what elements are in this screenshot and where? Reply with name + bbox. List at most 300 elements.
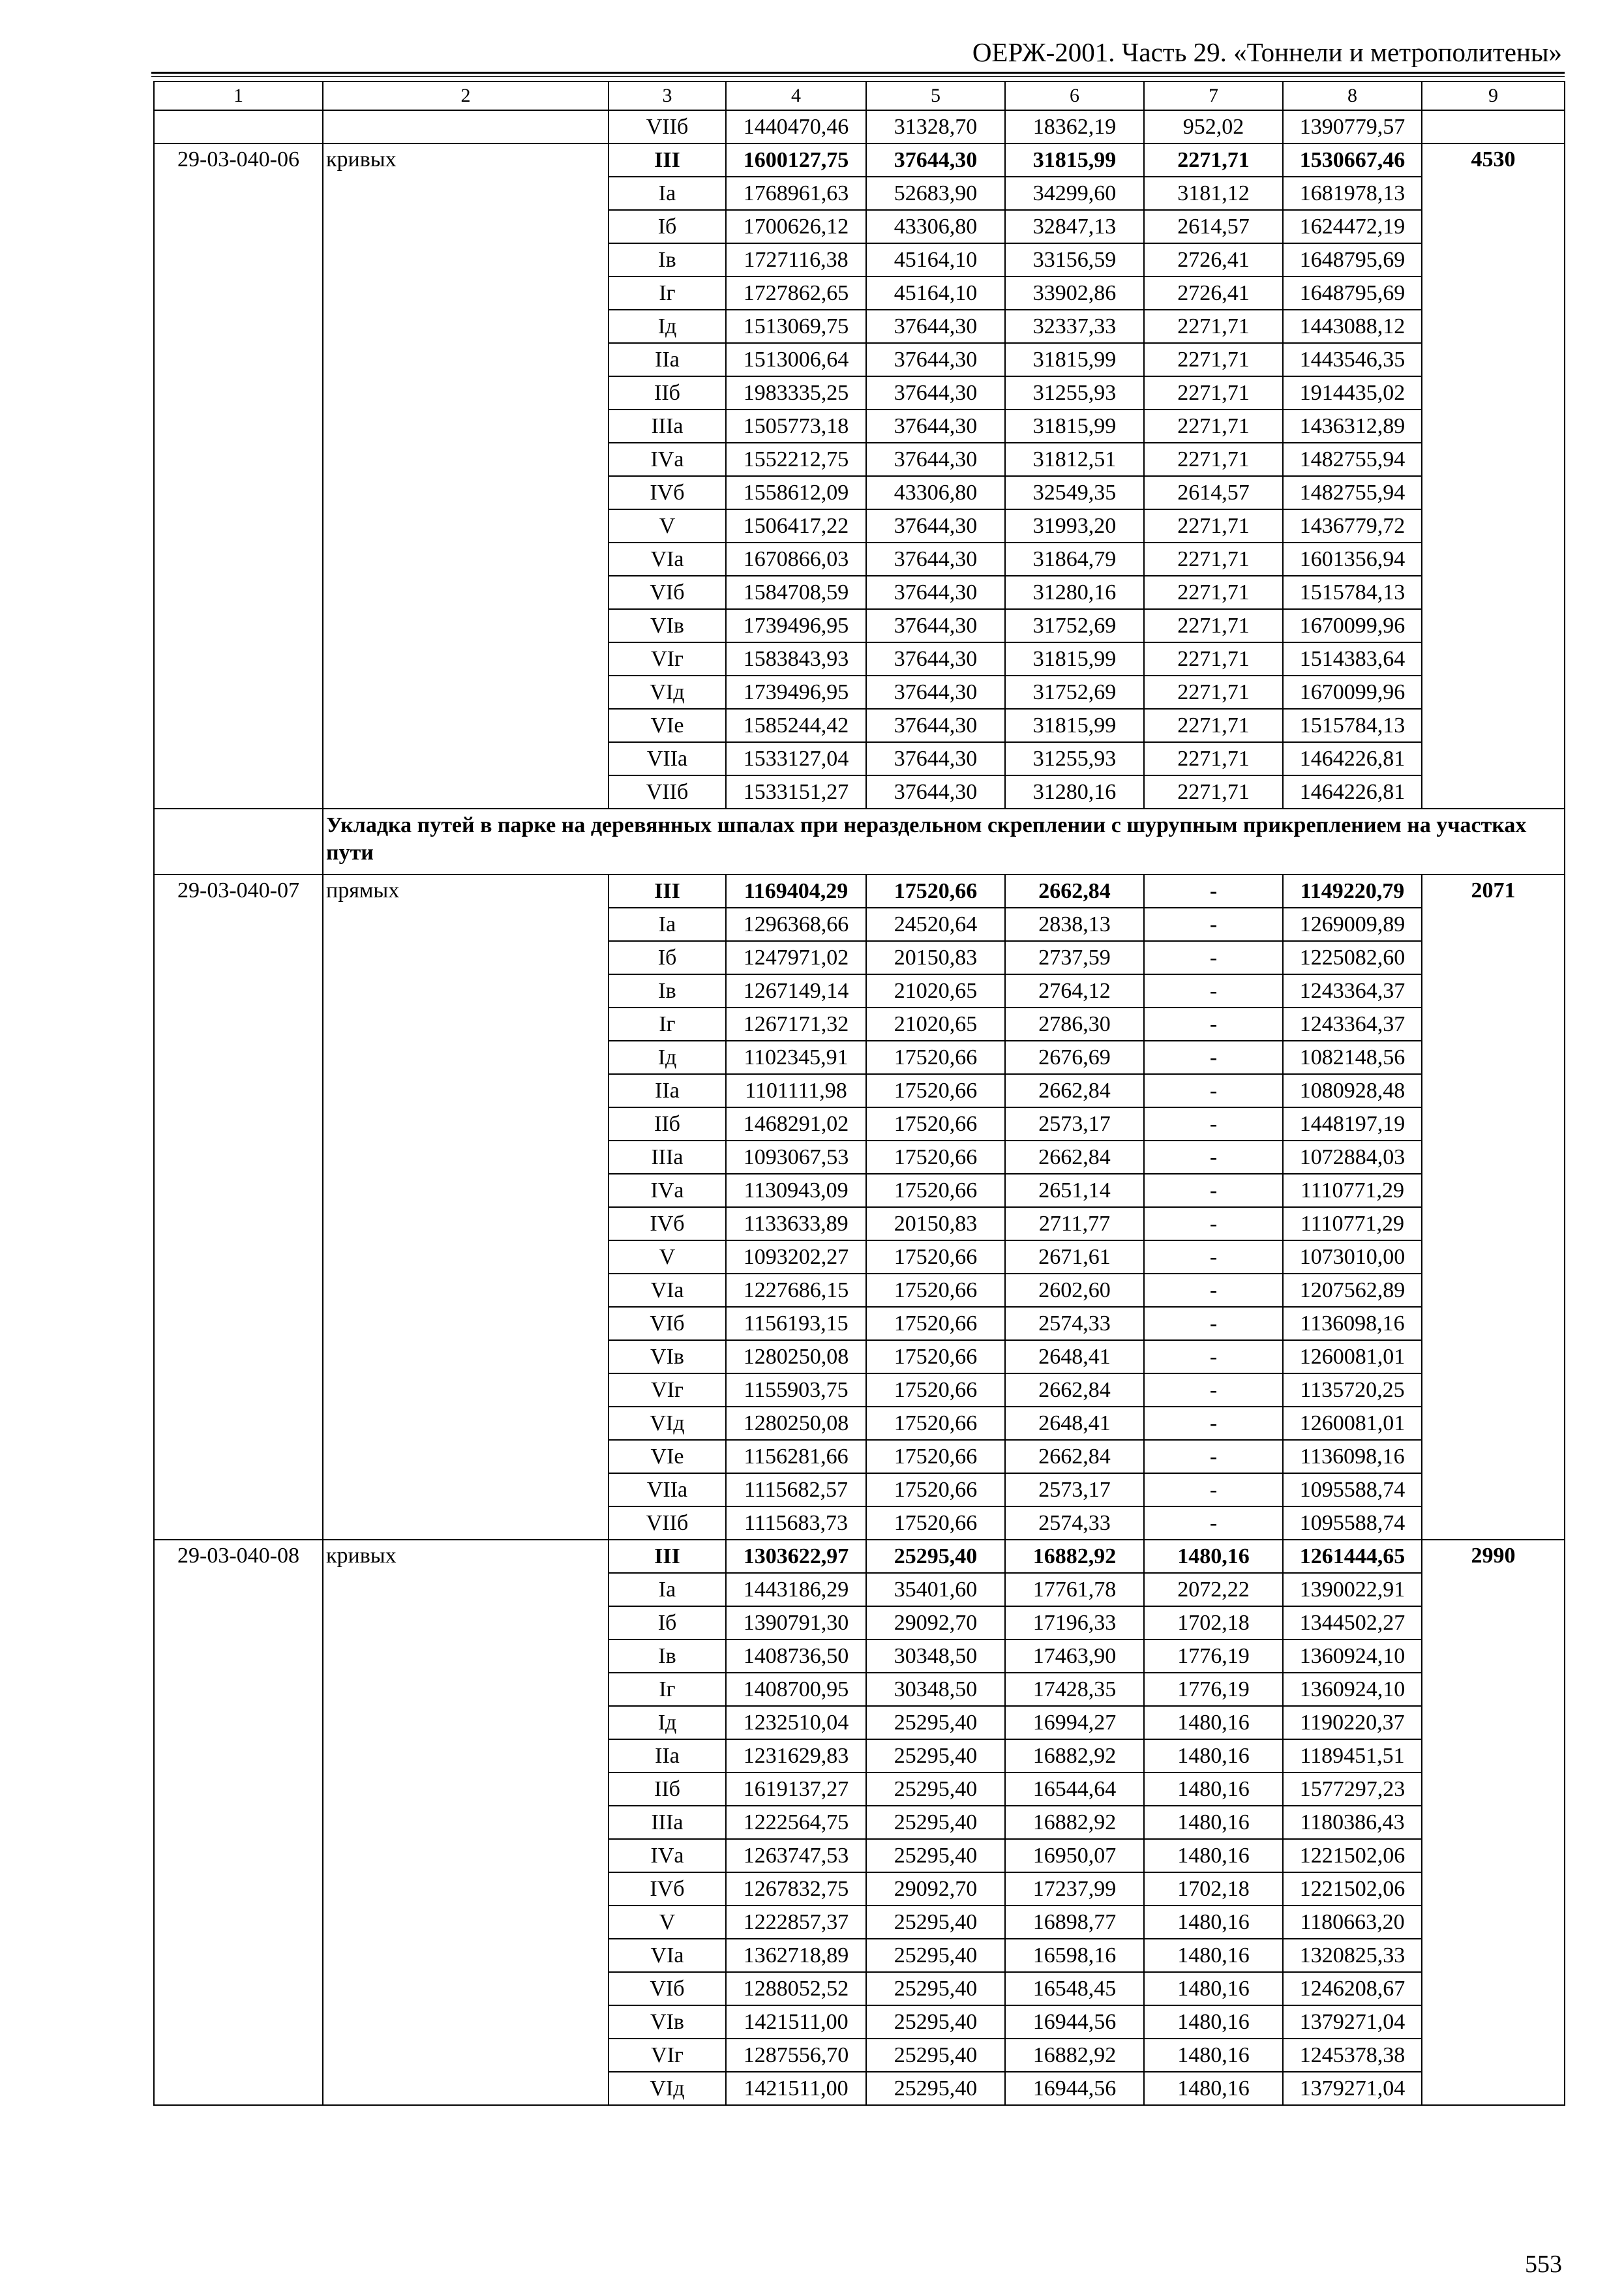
value-cell: 1600127,75	[726, 143, 866, 177]
value-cell: 1072884,03	[1283, 1141, 1422, 1174]
value-cell: 1768961,63	[726, 177, 866, 210]
zone-class: VIIб	[609, 1506, 726, 1540]
zone-class: Iг	[609, 1673, 726, 1706]
value-cell: 1515784,13	[1283, 709, 1422, 742]
value-cell: 31280,16	[1005, 576, 1144, 609]
value-cell: 29092,70	[866, 1872, 1005, 1906]
value-cell: 1739496,95	[726, 609, 866, 642]
table-row	[154, 875, 1565, 908]
value-cell: 1379271,04	[1283, 2005, 1422, 2039]
value-cell: 35401,60	[866, 1573, 1005, 1606]
rate-name: кривых	[323, 1540, 609, 2105]
value-cell: -	[1144, 1373, 1283, 1407]
value-cell: -	[1144, 1473, 1283, 1506]
column-number: 5	[866, 82, 1005, 110]
value-cell: 45164,10	[866, 277, 1005, 310]
table-body	[154, 82, 1565, 2105]
value-cell: 2614,57	[1144, 210, 1283, 243]
value-cell: 1583843,93	[726, 642, 866, 676]
value-cell: 17237,99	[1005, 1872, 1144, 1906]
table-row	[154, 1540, 1565, 1573]
value-cell: 2271,71	[1144, 543, 1283, 576]
value-cell: 2726,41	[1144, 277, 1283, 310]
value-cell: 52683,90	[866, 177, 1005, 210]
value-cell: 17520,66	[866, 1473, 1005, 1506]
value-cell: 31328,70	[866, 110, 1005, 143]
value-cell: 1448197,19	[1283, 1107, 1422, 1141]
value-cell: 1480,16	[1144, 1540, 1283, 1573]
value-cell: 25295,40	[866, 1706, 1005, 1739]
value-cell: 37644,30	[866, 609, 1005, 642]
value-cell: 1280250,08	[726, 1407, 866, 1440]
value-cell: 1245378,38	[1283, 2039, 1422, 2072]
value-cell: 16598,16	[1005, 1939, 1144, 1972]
rate-total: 2071	[1422, 875, 1565, 1540]
value-cell: 1530667,46	[1283, 143, 1422, 177]
value-cell: 32549,35	[1005, 476, 1144, 509]
value-cell: 1232510,04	[726, 1706, 866, 1739]
table-row	[154, 110, 1565, 143]
value-cell: 37644,30	[866, 410, 1005, 443]
value-cell: 1776,19	[1144, 1673, 1283, 1706]
value-cell: 2764,12	[1005, 974, 1144, 1008]
value-cell: -	[1144, 974, 1283, 1008]
value-cell: 25295,40	[866, 1773, 1005, 1806]
value-cell: 43306,80	[866, 476, 1005, 509]
value-cell: 17520,66	[866, 1506, 1005, 1540]
value-cell: 17520,66	[866, 1274, 1005, 1307]
section-title-row	[154, 809, 1565, 875]
value-cell: 1670866,03	[726, 543, 866, 576]
value-cell: 18362,19	[1005, 110, 1144, 143]
value-cell: 1443088,12	[1283, 310, 1422, 343]
zone-class: IIа	[609, 343, 726, 376]
zone-class: V	[609, 509, 726, 543]
value-cell: 37644,30	[866, 576, 1005, 609]
value-cell: -	[1144, 1174, 1283, 1207]
value-cell: 1344502,27	[1283, 1606, 1422, 1639]
value-cell: -	[1144, 1340, 1283, 1373]
rate-name: кривых	[323, 143, 609, 809]
zone-class: V	[609, 1906, 726, 1939]
value-cell: 1480,16	[1144, 1739, 1283, 1773]
value-cell: 31993,20	[1005, 509, 1144, 543]
value-cell: 1670099,96	[1283, 676, 1422, 709]
value-cell: 2648,41	[1005, 1407, 1144, 1440]
value-cell: 1482755,94	[1283, 476, 1422, 509]
value-cell: 1480,16	[1144, 2072, 1283, 2105]
value-cell: 17520,66	[866, 1107, 1005, 1141]
value-cell: 952,02	[1144, 110, 1283, 143]
value-cell: 1115683,73	[726, 1506, 866, 1540]
value-cell: 1468291,02	[726, 1107, 866, 1141]
zone-class: Iб	[609, 1606, 726, 1639]
value-cell: 1080928,48	[1283, 1074, 1422, 1107]
value-cell: 1110771,29	[1283, 1174, 1422, 1207]
value-cell: 1102345,91	[726, 1041, 866, 1074]
value-cell: 1513069,75	[726, 310, 866, 343]
value-cell: 1135720,25	[1283, 1373, 1422, 1407]
zone-class: VIб	[609, 1307, 726, 1340]
zone-class: Iд	[609, 1706, 726, 1739]
rate-total: 2990	[1422, 1540, 1565, 2105]
value-cell: 16994,27	[1005, 1706, 1144, 1739]
zone-class: III	[609, 1540, 726, 1573]
value-cell: 2676,69	[1005, 1041, 1144, 1074]
zone-class: VIIа	[609, 742, 726, 775]
value-cell: 1552212,75	[726, 443, 866, 476]
value-cell: 1221502,06	[1283, 1872, 1422, 1906]
value-cell: 2271,71	[1144, 709, 1283, 742]
value-cell: 17520,66	[866, 1174, 1005, 1207]
value-cell: 30348,50	[866, 1673, 1005, 1706]
value-cell: 31255,93	[1005, 376, 1144, 410]
value-cell: 2271,71	[1144, 576, 1283, 609]
value-cell: 1506417,22	[726, 509, 866, 543]
value-cell: 31815,99	[1005, 343, 1144, 376]
value-cell: 1180663,20	[1283, 1906, 1422, 1939]
value-cell: 1243364,37	[1283, 1008, 1422, 1041]
value-cell: 16944,56	[1005, 2005, 1144, 2039]
value-cell: 2271,71	[1144, 343, 1283, 376]
value-cell: 2072,22	[1144, 1573, 1283, 1606]
zone-class: VIе	[609, 709, 726, 742]
value-cell: 1190220,37	[1283, 1706, 1422, 1739]
value-cell: 2726,41	[1144, 243, 1283, 277]
zone-class: Iд	[609, 1041, 726, 1074]
value-cell: 31815,99	[1005, 642, 1144, 676]
value-cell: 1480,16	[1144, 1706, 1283, 1739]
value-cell: 1189451,51	[1283, 1739, 1422, 1773]
value-cell: 16882,92	[1005, 1739, 1144, 1773]
zone-class: Iа	[609, 177, 726, 210]
value-cell: 1288052,52	[726, 1972, 866, 2005]
value-cell: 25295,40	[866, 1839, 1005, 1872]
value-cell: 1480,16	[1144, 1972, 1283, 2005]
zone-class: Iд	[609, 310, 726, 343]
value-cell: 1727862,65	[726, 277, 866, 310]
value-cell: 1533151,27	[726, 775, 866, 809]
value-cell: 2614,57	[1144, 476, 1283, 509]
value-cell: 31812,51	[1005, 443, 1144, 476]
value-cell: -	[1144, 1240, 1283, 1274]
zone-class: IIб	[609, 1773, 726, 1806]
value-cell: 1110771,29	[1283, 1207, 1422, 1240]
value-cell: -	[1144, 1074, 1283, 1107]
value-cell: 16950,07	[1005, 1839, 1144, 1872]
value-cell: 2271,71	[1144, 609, 1283, 642]
value-cell: 17196,33	[1005, 1606, 1144, 1639]
value-cell: 16944,56	[1005, 2072, 1144, 2105]
value-cell: 1505773,18	[726, 410, 866, 443]
value-cell: 2786,30	[1005, 1008, 1144, 1041]
zone-class: Iа	[609, 1573, 726, 1606]
value-cell: 21020,65	[866, 974, 1005, 1008]
value-cell: 1169404,29	[726, 875, 866, 908]
header-rule-thin	[151, 76, 1565, 77]
value-cell: 1514383,64	[1283, 642, 1422, 676]
value-cell: 1648795,69	[1283, 277, 1422, 310]
column-number: 6	[1005, 82, 1144, 110]
value-cell: -	[1144, 875, 1283, 908]
value-cell: 1222857,37	[726, 1906, 866, 1939]
value-cell: 17463,90	[1005, 1639, 1144, 1673]
value-cell: 31815,99	[1005, 410, 1144, 443]
value-cell: 16544,64	[1005, 1773, 1144, 1806]
value-cell: 29092,70	[866, 1606, 1005, 1639]
value-cell: 1601356,94	[1283, 543, 1422, 576]
value-cell: -	[1144, 1307, 1283, 1340]
value-cell: 25295,40	[866, 1939, 1005, 1972]
column-number: 4	[726, 82, 866, 110]
value-cell: 1101111,98	[726, 1074, 866, 1107]
value-cell: -	[1144, 1107, 1283, 1141]
zone-class: V	[609, 1240, 726, 1274]
value-cell: 1303622,97	[726, 1540, 866, 1573]
zone-class: VIд	[609, 1407, 726, 1440]
value-cell: 1480,16	[1144, 1839, 1283, 1872]
value-cell: 2671,61	[1005, 1240, 1144, 1274]
zone-class: IVа	[609, 1839, 726, 1872]
zone-class: III	[609, 875, 726, 908]
value-cell: 1482755,94	[1283, 443, 1422, 476]
column-number: 2	[323, 82, 609, 110]
value-cell: 37644,30	[866, 343, 1005, 376]
value-cell: 1156281,66	[726, 1440, 866, 1473]
value-cell: 16882,92	[1005, 1540, 1144, 1573]
zone-class: IVб	[609, 1872, 726, 1906]
value-cell: 1287556,70	[726, 2039, 866, 2072]
zone-class: VIа	[609, 1274, 726, 1307]
value-cell: 33156,59	[1005, 243, 1144, 277]
value-cell: 1133633,89	[726, 1207, 866, 1240]
zone-class: VIд	[609, 2072, 726, 2105]
value-cell: 1390779,57	[1283, 110, 1422, 143]
value-cell: 1115682,57	[726, 1473, 866, 1506]
value-cell: 2838,13	[1005, 908, 1144, 941]
value-cell: 1464226,81	[1283, 775, 1422, 809]
value-cell: 30348,50	[866, 1639, 1005, 1673]
value-cell: 25295,40	[866, 1540, 1005, 1573]
value-cell: 2574,33	[1005, 1307, 1144, 1340]
value-cell: 1267832,75	[726, 1872, 866, 1906]
value-cell: 2662,84	[1005, 1074, 1144, 1107]
value-cell: 1914435,02	[1283, 376, 1422, 410]
value-cell: 32337,33	[1005, 310, 1144, 343]
value-cell: 25295,40	[866, 1806, 1005, 1839]
value-cell: 1421511,00	[726, 2072, 866, 2105]
value-cell: 1093067,53	[726, 1141, 866, 1174]
value-cell: 1180386,43	[1283, 1806, 1422, 1839]
value-cell: 2648,41	[1005, 1340, 1144, 1373]
rate-name: прямых	[323, 875, 609, 1540]
zone-class: IIа	[609, 1739, 726, 1773]
value-cell: 1136098,16	[1283, 1307, 1422, 1340]
value-cell: 1648795,69	[1283, 243, 1422, 277]
value-cell: 2271,71	[1144, 642, 1283, 676]
value-cell: 1247971,02	[726, 941, 866, 974]
value-cell: -	[1144, 941, 1283, 974]
value-cell: -	[1144, 1440, 1283, 1473]
zone-class: IVа	[609, 443, 726, 476]
value-cell: 17520,66	[866, 1407, 1005, 1440]
value-cell: 37644,30	[866, 742, 1005, 775]
value-cell: 17520,66	[866, 1340, 1005, 1373]
value-cell: 43306,80	[866, 210, 1005, 243]
value-cell: 37644,30	[866, 376, 1005, 410]
column-number: 9	[1422, 82, 1565, 110]
value-cell: 1585244,42	[726, 709, 866, 742]
value-cell: 37644,30	[866, 775, 1005, 809]
value-cell: 1296368,66	[726, 908, 866, 941]
value-cell: -	[1144, 1274, 1283, 1307]
zone-class: Iг	[609, 277, 726, 310]
value-cell: 1390791,30	[726, 1606, 866, 1639]
value-cell: 2271,71	[1144, 410, 1283, 443]
value-cell: 1702,18	[1144, 1872, 1283, 1906]
value-cell: 17520,66	[866, 1240, 1005, 1274]
value-cell: 1267171,32	[726, 1008, 866, 1041]
zone-class: VIв	[609, 609, 726, 642]
value-cell: 17520,66	[866, 1074, 1005, 1107]
value-cell: 1260081,01	[1283, 1340, 1422, 1373]
rates-table	[153, 81, 1565, 2106]
value-cell: 3181,12	[1144, 177, 1283, 210]
value-cell: 25295,40	[866, 1972, 1005, 2005]
zone-class: Iв	[609, 1639, 726, 1673]
value-cell: 1624472,19	[1283, 210, 1422, 243]
value-cell: 2574,33	[1005, 1506, 1144, 1540]
value-cell: -	[1144, 1407, 1283, 1440]
value-cell: 2271,71	[1144, 443, 1283, 476]
zone-class: VIб	[609, 1972, 726, 2005]
page-number: 553	[1525, 2251, 1562, 2278]
value-cell: 17761,78	[1005, 1573, 1144, 1606]
zone-class: VIв	[609, 2005, 726, 2039]
value-cell: 1681978,13	[1283, 177, 1422, 210]
value-cell: 1225082,60	[1283, 941, 1422, 974]
value-cell: 1558612,09	[726, 476, 866, 509]
value-cell: 1082148,56	[1283, 1041, 1422, 1074]
value-cell: 24520,64	[866, 908, 1005, 941]
value-cell: 17520,66	[866, 1373, 1005, 1407]
value-cell: 1515784,13	[1283, 576, 1422, 609]
value-cell: 2271,71	[1144, 775, 1283, 809]
value-cell: 1700626,12	[726, 210, 866, 243]
column-number-row	[154, 82, 1565, 110]
column-number: 8	[1283, 82, 1422, 110]
value-cell: 31255,93	[1005, 742, 1144, 775]
value-cell: -	[1144, 1041, 1283, 1074]
value-cell: 1246208,67	[1283, 1972, 1422, 2005]
zone-class: Iв	[609, 243, 726, 277]
column-number: 1	[154, 82, 323, 110]
zone-class: VIб	[609, 576, 726, 609]
zone-class: Iб	[609, 941, 726, 974]
value-cell: 1464226,81	[1283, 742, 1422, 775]
value-cell: -	[1144, 908, 1283, 941]
value-cell: 31752,69	[1005, 609, 1144, 642]
value-cell: 1436779,72	[1283, 509, 1422, 543]
value-cell: 1231629,83	[726, 1739, 866, 1773]
value-cell: 1362718,89	[726, 1939, 866, 1972]
value-cell: 1095588,74	[1283, 1473, 1422, 1506]
value-cell: 17520,66	[866, 1041, 1005, 1074]
value-cell: 32847,13	[1005, 210, 1144, 243]
value-cell: 1093202,27	[726, 1240, 866, 1274]
value-cell: 1222564,75	[726, 1806, 866, 1839]
value-cell: 34299,60	[1005, 177, 1144, 210]
column-number: 3	[609, 82, 726, 110]
value-cell: 1443546,35	[1283, 343, 1422, 376]
rate-code	[154, 110, 323, 143]
value-cell: 1149220,79	[1283, 875, 1422, 908]
zone-class: Iа	[609, 908, 726, 941]
zone-class: VIIб	[609, 775, 726, 809]
value-cell: 16882,92	[1005, 1806, 1144, 1839]
value-cell: 1421511,00	[726, 2005, 866, 2039]
value-cell: 1408736,50	[726, 1639, 866, 1673]
rate-total	[1422, 110, 1565, 143]
value-cell: 1243364,37	[1283, 974, 1422, 1008]
value-cell: 37644,30	[866, 709, 1005, 742]
rate-code: 29-03-040-07	[154, 875, 323, 1540]
value-cell: 1261444,65	[1283, 1540, 1422, 1573]
value-cell: -	[1144, 1008, 1283, 1041]
value-cell: 1480,16	[1144, 1906, 1283, 1939]
value-cell: 1269009,89	[1283, 908, 1422, 941]
zone-class: VIIа	[609, 1473, 726, 1506]
value-cell: 1227686,15	[726, 1274, 866, 1307]
value-cell: 1727116,38	[726, 243, 866, 277]
value-cell: 2662,84	[1005, 1440, 1144, 1473]
value-cell: 16548,45	[1005, 1972, 1144, 2005]
rate-name	[323, 110, 609, 143]
value-cell: 1408700,95	[726, 1673, 866, 1706]
zone-class: VIе	[609, 1440, 726, 1473]
value-cell: 2651,14	[1005, 1174, 1144, 1207]
header-rule	[151, 72, 1565, 74]
value-cell: 25295,40	[866, 2005, 1005, 2039]
value-cell: 25295,40	[866, 1906, 1005, 1939]
value-cell: 37644,30	[866, 543, 1005, 576]
zone-class: IIб	[609, 1107, 726, 1141]
value-cell: 2662,84	[1005, 1373, 1144, 1407]
value-cell: 1360924,10	[1283, 1639, 1422, 1673]
value-cell: 1739496,95	[726, 676, 866, 709]
zone-class: IIIа	[609, 1806, 726, 1839]
zone-class: VIг	[609, 2039, 726, 2072]
value-cell: 1320825,33	[1283, 1939, 1422, 1972]
value-cell: 31864,79	[1005, 543, 1144, 576]
value-cell: 1280250,08	[726, 1340, 866, 1373]
value-cell: 17428,35	[1005, 1673, 1144, 1706]
value-cell: 16882,92	[1005, 2039, 1144, 2072]
value-cell: -	[1144, 1506, 1283, 1540]
value-cell: 21020,65	[866, 1008, 1005, 1041]
zone-class: IVа	[609, 1174, 726, 1207]
value-cell: 2271,71	[1144, 143, 1283, 177]
value-cell: 1776,19	[1144, 1639, 1283, 1673]
zone-class: Iв	[609, 974, 726, 1008]
column-number: 7	[1144, 82, 1283, 110]
value-cell: 25295,40	[866, 1739, 1005, 1773]
value-cell: 2271,71	[1144, 742, 1283, 775]
value-cell: 1584708,59	[726, 576, 866, 609]
zone-class: VIIб	[609, 110, 726, 143]
value-cell: 31280,16	[1005, 775, 1144, 809]
rate-total: 4530	[1422, 143, 1565, 809]
